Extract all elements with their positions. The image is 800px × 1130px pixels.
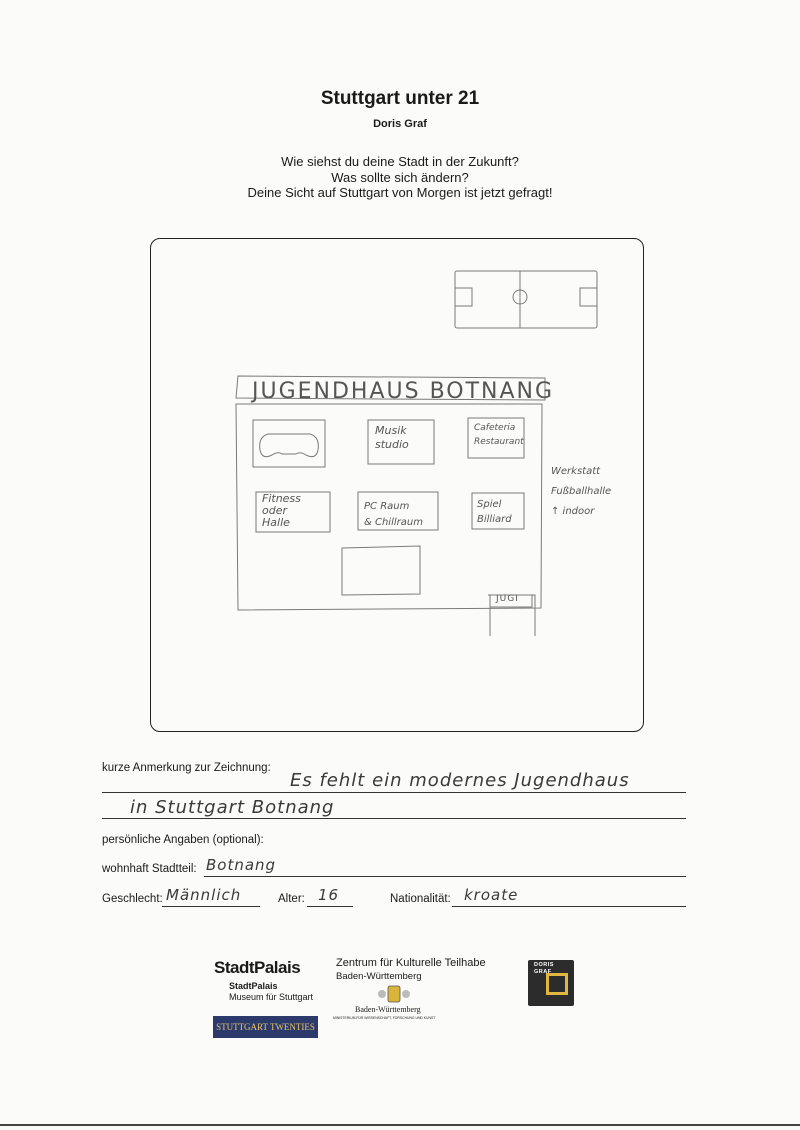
gender-rule — [162, 906, 260, 907]
room-label-line: Halle — [262, 516, 290, 529]
prompt-line: Deine Sicht auf Stuttgart von Morgen ist jetzt gefragt! — [247, 185, 553, 200]
room-label-line: Billiard — [477, 514, 512, 525]
game-room-box — [253, 420, 325, 467]
side-note-line: Fußballhalle — [551, 486, 612, 497]
personal-label: persönliche Angaben (optional): — [102, 834, 264, 846]
games-room-label — [477, 497, 512, 527]
room-label-line: oder — [262, 504, 288, 517]
nationality-label: Nationalität: — [390, 893, 451, 905]
football-pitch-sketch — [455, 271, 597, 328]
pc-room-label — [364, 499, 423, 531]
prompt-line: Wie siehst du deine Stadt in der Zukunft? — [281, 154, 519, 169]
doris-graf-text: DORIS GRAF — [534, 962, 554, 975]
comment-line-2: in Stuttgart Botnang — [130, 797, 335, 818]
gender-value: Männlich — [166, 886, 242, 904]
stadtpalais-name: StadtPalais — [229, 981, 278, 991]
comment-rule-1 — [102, 792, 686, 793]
side-note — [551, 462, 611, 522]
comment-line-1: Es fehlt ein modernes Jugendhaus — [290, 770, 630, 791]
room-label-line: Spiel — [477, 499, 502, 510]
author-name: Doris Graf — [373, 118, 427, 130]
room-label-line: & Chillraum — [364, 517, 423, 528]
page-title: Stuttgart unter 21 — [320, 88, 480, 109]
coat-of-arms-icon — [376, 984, 412, 1004]
jugi-sign-text: JUGI — [496, 594, 519, 604]
district-value: Botnang — [206, 856, 277, 874]
room-label-line: Fitness — [262, 492, 301, 505]
prompt-text — [0, 154, 800, 201]
zentrum-subtitle: Baden-Württemberg — [336, 971, 422, 982]
sign-text: JUGENDHAUS BOTNANG — [252, 379, 555, 404]
comment-rule-2 — [102, 818, 686, 819]
side-note-line: Werkstatt — [551, 466, 601, 477]
room-label-line: Musik — [375, 424, 407, 437]
room-label-line: Cafeteria — [474, 423, 516, 433]
stadtpalais-text — [229, 981, 313, 1003]
zentrum-title: Zentrum für Kulturelle Teilhabe — [336, 957, 486, 969]
doris-graf-logo — [528, 960, 574, 1006]
age-value: 16 — [318, 886, 340, 904]
zentrum-logo — [336, 956, 486, 984]
room-label-line: studio — [375, 438, 409, 451]
nationality-rule — [452, 906, 686, 907]
prompt-line: Was sollte sich ändern? — [331, 169, 469, 185]
nationality-value: kroate — [464, 886, 519, 904]
controller-icon — [260, 434, 319, 457]
stadtpalais-logo: StadtPalais — [214, 958, 301, 977]
entrance-sketch — [342, 546, 420, 595]
room-label-line: Restaurant — [474, 437, 524, 447]
scan-edge — [0, 1124, 800, 1126]
comment-label: kurze Anmerkung zur Zeichnung: — [102, 762, 271, 774]
age-rule — [307, 906, 353, 907]
fitness-room-label — [262, 493, 301, 529]
cafe-room-label — [474, 421, 524, 449]
bw-name: Baden-Württemberg — [355, 1005, 421, 1014]
room-label-line: PC Raum — [364, 501, 410, 512]
stuttgart-twenties-logo: STUTTGART TWENTIES — [213, 1016, 318, 1038]
district-rule — [204, 876, 686, 877]
age-label: Alter: — [278, 893, 305, 905]
music-room-label — [375, 424, 409, 452]
gender-label: Geschlecht: — [102, 893, 163, 905]
district-label: wohnhaft Stadtteil: — [102, 863, 197, 875]
side-note-line: ↑ indoor — [551, 506, 595, 517]
doris-graf-square-icon — [546, 973, 568, 995]
stadtpalais-subtitle: Museum für Stuttgart — [229, 992, 314, 1002]
bw-ministry: MINISTERIUM FÜR WISSENSCHAFT, FORSCHUNG UND KUNST — [333, 1016, 436, 1020]
